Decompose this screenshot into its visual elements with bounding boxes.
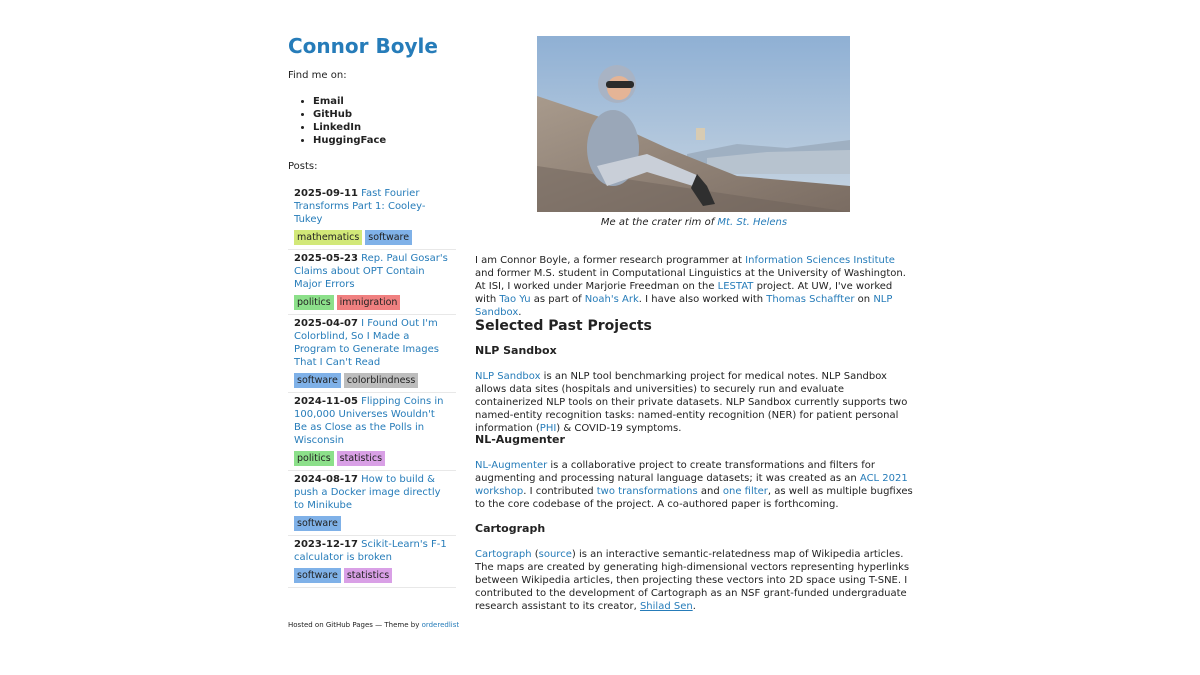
nlp-sandbox-link[interactable]: NLP Sandbox xyxy=(475,294,893,318)
tag-software[interactable]: software xyxy=(294,373,341,388)
intro-text: . I have also worked with xyxy=(638,294,767,305)
social-link-item xyxy=(313,108,386,121)
phi-link[interactable]: PHI xyxy=(539,423,557,434)
post-tags xyxy=(294,568,450,583)
post-title-link[interactable]: Rep. Paul Gosar's Claims about OPT Contain Major Errors xyxy=(294,253,448,290)
post-date: 2024-11-05 xyxy=(294,396,358,407)
tag-software[interactable]: software xyxy=(294,568,341,583)
intro-text: on xyxy=(854,294,874,305)
linkedin-link[interactable]: LinkedIn xyxy=(313,122,362,133)
huggingface-link[interactable]: HuggingFace xyxy=(313,135,387,146)
intro-text: . xyxy=(518,307,522,318)
project-text: is an NLP tool benchmarking project for medical notes. NLP Sandbox allows data sites (hospitals and universities) to securely run and evaluate containerized NLP tools on their private datasets. NLP Sandbox currently supports two named-entity recognition tasks: named-entity recognition (NER) for patient personal information ( xyxy=(475,371,908,434)
post-item xyxy=(288,536,456,588)
post-tags xyxy=(294,373,450,388)
tag-mathematics[interactable]: mathematics xyxy=(294,230,362,245)
nl-augmenter-link[interactable]: NL-Augmenter xyxy=(475,460,548,471)
caption-text: Me at the crater rim of xyxy=(600,217,718,228)
post-date: 2024-08-17 xyxy=(294,474,358,485)
tao-yu-link[interactable]: Tao Yu xyxy=(499,294,531,305)
selected-projects-heading: Selected Past Projects xyxy=(475,318,652,334)
project-text: and xyxy=(697,486,723,497)
project-text: ( xyxy=(531,549,539,560)
post-item xyxy=(288,250,456,315)
posts-label: Posts: xyxy=(288,161,318,172)
social-link-item xyxy=(313,95,386,108)
cartograph-source-link[interactable]: source xyxy=(538,549,572,560)
post-title-link[interactable]: I Found Out I'm Colorblind, So I Made a Program to Generate Images That I Can't Read xyxy=(294,318,439,368)
project-description-nl-augmenter xyxy=(475,459,913,511)
post-item xyxy=(288,185,456,250)
post-item xyxy=(288,471,456,536)
project-text: . I contributed xyxy=(523,486,597,497)
site-title[interactable] xyxy=(288,34,456,58)
site-title-link[interactable]: Connor Boyle xyxy=(288,34,438,58)
intro-paragraph xyxy=(475,254,913,319)
project-description-cartograph xyxy=(475,548,913,613)
email-link[interactable]: Email xyxy=(313,96,344,107)
post-title-link[interactable]: Scikit-Learn's F-1 calculator is broken xyxy=(294,539,447,563)
project-text: ) & COVID-19 symptoms. xyxy=(556,423,682,434)
project-description-nlp-sandbox xyxy=(475,370,913,435)
post-tags xyxy=(294,451,450,466)
project-heading-nl-augmenter: NL-Augmenter xyxy=(475,433,565,446)
post-date: 2025-09-11 xyxy=(294,188,358,199)
footer xyxy=(288,621,459,630)
two-transformations-link[interactable]: two transformations xyxy=(596,486,698,497)
post-tags xyxy=(294,230,450,245)
theme-author-link[interactable]: orderedlist xyxy=(421,621,460,629)
intro-text: and former M.S. student in Computational Linguistics at the University of Washington. At ISI, I worked under Marjorie Freedman on the xyxy=(475,268,906,292)
tag-software[interactable]: software xyxy=(365,230,412,245)
tag-software[interactable]: software xyxy=(294,516,341,531)
project-text: is a collaborative project to create transformations and filters for augmenting and processing natural language datasets; it was created as an xyxy=(475,460,875,484)
post-tags xyxy=(294,516,450,531)
post-tags xyxy=(294,295,450,310)
post-date: 2025-05-23 xyxy=(294,253,358,264)
cartograph-link[interactable]: Cartograph xyxy=(475,549,532,560)
project-text: ) is an interactive semantic-relatedness map of Wikipedia articles. The maps are created by generating high-dimensional vectors representing hyperlinks between Wikipedia articles, then projecting these vectors into 2D space using T-SNE. I contributed to the development of Cartograph as an NSF grant-funded undergraduate research assistant to its creator, xyxy=(475,549,910,612)
github-link[interactable]: GitHub xyxy=(313,109,353,120)
social-links xyxy=(288,95,386,147)
post-item xyxy=(288,393,456,471)
intro-text: I am Connor Boyle, a former research programmer at xyxy=(475,255,746,266)
one-filter-link[interactable]: one filter xyxy=(722,486,768,497)
project-heading-cartograph: Cartograph xyxy=(475,522,546,535)
post-item xyxy=(288,315,456,393)
thomas-schaffter-link[interactable]: Thomas Schaffter xyxy=(766,294,855,305)
profile-photo xyxy=(537,36,850,212)
shilad-sen-link[interactable]: Shilad Sen xyxy=(639,601,693,612)
noahs-ark-link[interactable]: Noah's Ark xyxy=(584,294,639,305)
project-heading-nlp-sandbox: NLP Sandbox xyxy=(475,344,557,357)
photo-caption xyxy=(475,216,913,229)
intro-text: project. At UW, I've worked with xyxy=(475,281,893,305)
post-date: 2023-12-17 xyxy=(294,539,358,550)
social-link-item xyxy=(313,121,386,134)
post-title-link[interactable]: Fast Fourier Transforms Part 1: Cooley-Tukey xyxy=(294,188,426,225)
footer-text: Hosted on GitHub Pages — Theme by xyxy=(288,621,422,629)
tag-statistics[interactable]: statistics xyxy=(344,568,392,583)
tag-immigration[interactable]: immigration xyxy=(337,295,401,310)
tag-politics[interactable]: politics xyxy=(294,295,334,310)
tag-statistics[interactable]: statistics xyxy=(337,451,385,466)
isi-link[interactable]: Information Sciences Institute xyxy=(745,255,895,266)
project-text: . xyxy=(692,601,696,612)
post-list xyxy=(288,185,456,588)
mt-st-helens-link[interactable]: Mt. St. Helens xyxy=(717,217,788,228)
acl-workshop-link[interactable]: ACL 2021 workshop xyxy=(475,473,908,497)
tag-politics[interactable]: politics xyxy=(294,451,334,466)
post-title-link[interactable]: How to build & push a Docker image directly to Minikube xyxy=(294,474,441,511)
project-text: , as well as multiple bugfixes to the core codebase of the project. A co-authored paper is forthcoming. xyxy=(475,486,913,510)
tag-colorblindness[interactable]: colorblindness xyxy=(344,373,419,388)
post-date: 2025-04-07 xyxy=(294,318,358,329)
nlp-sandbox-project-link[interactable]: NLP Sandbox xyxy=(475,371,541,382)
intro-text: as part of xyxy=(530,294,585,305)
social-link-item xyxy=(313,134,386,147)
post-title-link[interactable]: Flipping Coins in 100,000 Universes Wouldn't Be as Close as the Polls in Wisconsin xyxy=(294,396,444,446)
profile-photo-image xyxy=(537,36,850,212)
sidebar xyxy=(288,34,456,581)
lestat-link[interactable]: LESTAT xyxy=(717,281,754,292)
find-me-label: Find me on: xyxy=(288,70,347,81)
